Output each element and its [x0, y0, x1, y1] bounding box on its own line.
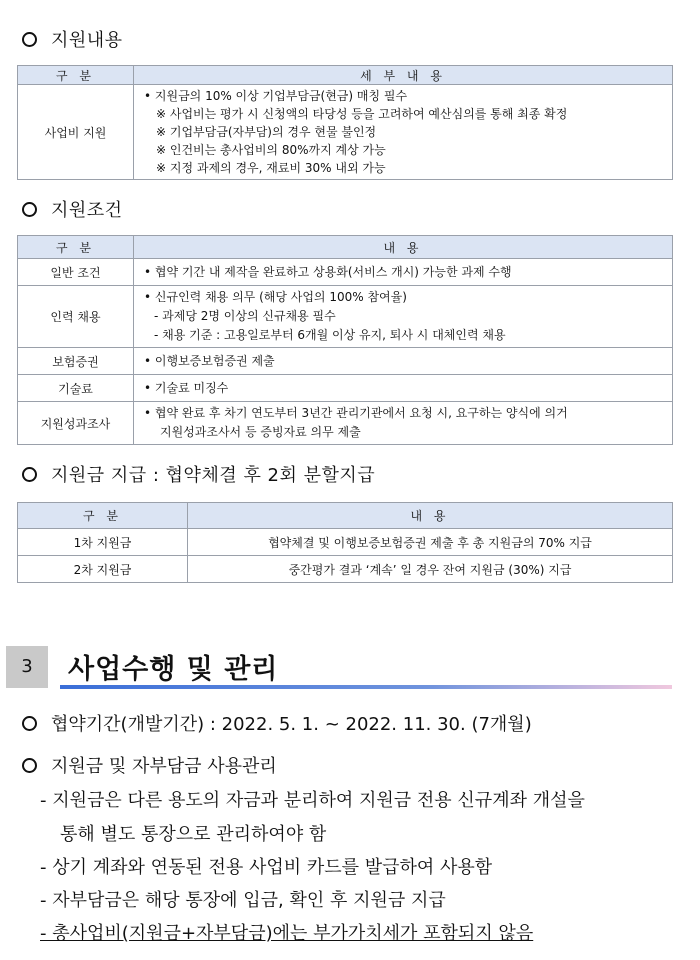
header-content: 내 용 [188, 503, 673, 529]
usage-item: - 상기 계좌와 연동된 전용 사업비 카드를 발급하여 사용함 [40, 857, 493, 878]
row-content: • 이행보증보험증권 제출 [134, 348, 673, 375]
row-category: 2차 지원금 [18, 556, 188, 583]
table-header-row [18, 66, 673, 85]
row-content: • 기술료 미징수 [134, 375, 673, 402]
chapter-divider [60, 685, 672, 689]
row-content: • 신규인력 채용 의무 (해당 사업의 100% 참여율) - 과제당 2명 이상의 신규채용 필수 - 채용 기준 : 고용일로부터 6개월 이상 유지, 퇴사 시 대체인력 채용 [134, 286, 673, 348]
table-header-row [18, 503, 673, 529]
table-row [18, 556, 673, 583]
header-category: 구 분 [18, 503, 188, 529]
row-category: 기술료 [18, 375, 134, 402]
contract-period: 협약기간(개발기간) : 2022. 5. 1. ~ 2022. 11. 30. (7개월) [22, 710, 532, 736]
table-row [18, 375, 673, 402]
header-category: 구 분 [18, 236, 134, 259]
section-title-payment: 지원금 지급 : 협약체결 후 2회 분할지급 [22, 461, 375, 487]
chapter-title: 사업수행 및 관리 [68, 654, 279, 685]
circle-bullet-icon [22, 202, 37, 217]
table-row [18, 348, 673, 375]
usage-title: 지원금 및 자부담금 사용관리 [22, 752, 277, 778]
row-detail: • 지원금의 10% 이상 기업부담금(현금) 매칭 필수 ※ 사업비는 평가 시 신청액의 타당성 등을 고려하여 예산심의를 통해 최종 확정 ※ 기업부담금(자부담)의 경우 현물 불인정 ※ 인건비는 총사업비의 80%까지 계상 가능 ※ 지정 과제의 경우, 재료비 30% 내외 가능 [134, 85, 673, 180]
row-category: 인력 채용 [18, 286, 134, 348]
table-row [18, 402, 673, 445]
row-category: 사업비 지원 [18, 85, 134, 180]
support-content-table [17, 65, 673, 180]
header-detail: 세 부 내 용 [134, 66, 673, 85]
payment-table [17, 502, 673, 583]
usage-item: - 자부담금은 해당 통장에 입금, 확인 후 지원금 지급 [40, 890, 446, 911]
header-category: 구 분 [18, 66, 134, 85]
header-content: 내 용 [134, 236, 673, 259]
section-title-support-conditions: 지원조건 [22, 196, 123, 222]
usage-item-continued: 통해 별도 통장으로 관리하여야 함 [60, 824, 327, 845]
table-row [18, 286, 673, 348]
row-category: 1차 지원금 [18, 529, 188, 556]
table-row [18, 259, 673, 286]
circle-bullet-icon [22, 758, 37, 773]
table-header-row [18, 236, 673, 259]
row-content: • 협약 기간 내 제작을 완료하고 상용화(서비스 개시) 가능한 과제 수행 [134, 259, 673, 286]
row-content: 협약체결 및 이행보증보험증권 제출 후 총 지원금의 70% 지급 [188, 529, 673, 556]
usage-item: - 지원금은 다른 용도의 자금과 분리하여 지원금 전용 신규계좌 개설을 [40, 790, 585, 811]
row-content: 중간평가 결과 ‘계속’ 일 경우 잔여 지원금 (30%) 지급 [188, 556, 673, 583]
section-title-support-content: 지원내용 [22, 26, 123, 52]
chapter-number: 3 [6, 646, 48, 688]
table-row [18, 529, 673, 556]
row-category: 일반 조건 [18, 259, 134, 286]
usage-item-vat-note: - 총사업비(지원금+자부담금)에는 부가가치세가 포함되지 않음 [40, 923, 534, 944]
circle-bullet-icon [22, 32, 37, 47]
row-category: 지원성과조사 [18, 402, 134, 445]
row-content: • 협약 완료 후 차기 연도부터 3년간 관리기관에서 요청 시, 요구하는 양식에 의거 지원성과조사서 등 증빙자료 의무 제출 [134, 402, 673, 445]
table-row [18, 85, 673, 180]
row-category: 보험증권 [18, 348, 134, 375]
circle-bullet-icon [22, 467, 37, 482]
support-conditions-table [17, 235, 673, 445]
circle-bullet-icon [22, 716, 37, 731]
